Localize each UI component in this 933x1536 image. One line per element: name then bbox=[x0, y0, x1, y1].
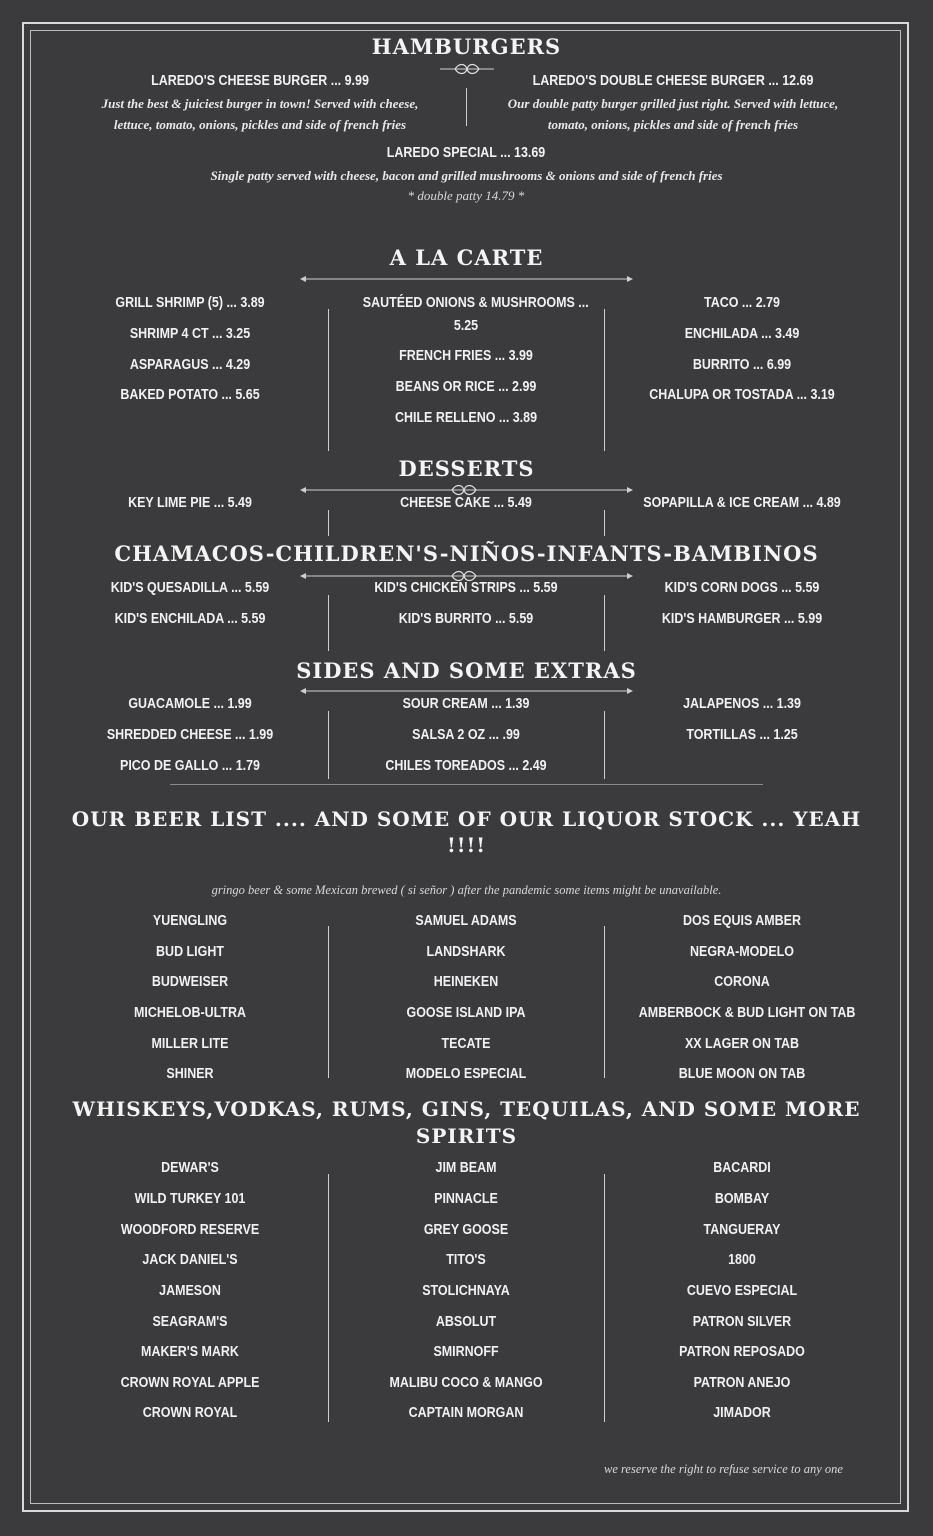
section-title-spirits-line2: SPIRITS bbox=[415, 1124, 518, 1148]
column-divider bbox=[328, 510, 329, 536]
item-description: tomato, onions, pickles and side of french fries bbox=[547, 117, 799, 132]
menu-item: GUACAMOLE ... 1.99 bbox=[128, 696, 252, 712]
spirit-item: PATRON SILVER bbox=[692, 1314, 792, 1330]
menu-item: KID'S ENCHILADA ... 5.59 bbox=[114, 611, 266, 627]
double-patty-note: * double patty 14.79 * bbox=[407, 188, 525, 203]
beer-item: GOOSE ISLAND IPA bbox=[406, 1005, 526, 1021]
menu-item: BAKED POTATO ... 5.65 bbox=[120, 387, 260, 403]
menu-item-cheese-burger: LAREDO'S CHEESE BURGER ... 9.99 bbox=[151, 73, 369, 89]
column-divider bbox=[466, 88, 467, 126]
section-title-desserts: DESSERTS bbox=[398, 456, 535, 481]
spirit-item: WILD TURKEY 101 bbox=[134, 1191, 246, 1207]
beer-item: MICHELOB-ULTRA bbox=[134, 1005, 246, 1021]
spirit-item: TITO'S bbox=[446, 1252, 486, 1268]
spirit-item: JIM BEAM bbox=[435, 1160, 497, 1176]
beer-item: BLUE MOON ON TAB bbox=[678, 1066, 806, 1082]
beer-item: YUENGLING bbox=[152, 913, 228, 929]
column-divider bbox=[604, 711, 605, 779]
spirit-item: PINNACLE bbox=[434, 1191, 498, 1207]
spirit-item: PATRON REPOSADO bbox=[679, 1344, 805, 1360]
column-divider bbox=[328, 595, 329, 651]
column-divider bbox=[328, 1174, 329, 1422]
beer-item: HEINEKEN bbox=[433, 974, 499, 990]
menu-item: PICO DE GALLO ... 1.79 bbox=[120, 758, 260, 774]
beer-item: BUDWEISER bbox=[151, 974, 229, 990]
spirit-item: CAPTAIN MORGAN bbox=[408, 1405, 524, 1421]
column-divider bbox=[604, 595, 605, 651]
beer-item: TECATE bbox=[441, 1036, 491, 1052]
item-description: Just the best & juiciest burger in town! Served with cheese, bbox=[101, 96, 419, 111]
section-title-sides: SIDES AND SOME EXTRAS bbox=[296, 658, 637, 683]
spirit-item: CROWN ROYAL bbox=[142, 1405, 238, 1421]
beer-item: AMBERBOCK & BUD LIGHT ON TAB bbox=[638, 1005, 856, 1021]
menu-item: CHILES TOREADOS ... 2.49 bbox=[385, 758, 547, 774]
menu-item: SHREDDED CHEESE ... 1.99 bbox=[106, 727, 274, 743]
beer-item: SHINER bbox=[166, 1066, 214, 1082]
menu-item: KID'S QUESADILLA ... 5.59 bbox=[110, 580, 270, 596]
beer-item: DOS EQUIS AMBER bbox=[682, 913, 802, 929]
section-title-beer: OUR BEER LIST .... AND SOME OF OUR LIQUOR STOCK ... YEAH bbox=[71, 807, 862, 831]
spirit-item: GREY GOOSE bbox=[423, 1222, 509, 1238]
beer-item: CORONA bbox=[714, 974, 770, 990]
beer-item: MILLER LITE bbox=[151, 1036, 229, 1052]
menu-item: CHALUPA OR TOSTADA ... 3.19 bbox=[649, 387, 835, 403]
menu-item: SOUR CREAM ... 1.39 bbox=[402, 696, 530, 712]
section-title-a-la-carte: A LA CARTE bbox=[389, 245, 544, 270]
menu-item: BURRITO ... 6.99 bbox=[692, 357, 792, 373]
spirit-item: BOMBAY bbox=[714, 1191, 770, 1207]
spirit-item: SEAGRAM'S bbox=[152, 1314, 228, 1330]
spirit-item: 1800 bbox=[728, 1252, 756, 1268]
section-title-beer-exclaim: !!!! bbox=[446, 833, 487, 857]
beer-note: gringo beer & some Mexican brewed ( si señor ) after the pandemic some items might be unavailable. bbox=[211, 883, 722, 897]
spirit-item: ABSOLUT bbox=[435, 1314, 497, 1330]
menu-item: KEY LIME PIE ... 5.49 bbox=[128, 495, 252, 511]
spirit-item: TANGUERAY bbox=[703, 1222, 781, 1238]
spirit-item: JACK DANIEL'S bbox=[142, 1252, 238, 1268]
menu-item-double-cheese-burger: LAREDO'S DOUBLE CHEESE BURGER ... 12.69 bbox=[532, 73, 814, 89]
spirit-item: JAMESON bbox=[159, 1283, 221, 1299]
menu-item: SAUTÉED ONIONS & MUSHROOMS ... bbox=[362, 295, 589, 311]
menu-item: ENCHILADA ... 3.49 bbox=[684, 326, 800, 342]
menu-item: CHILE RELLENO ... 3.89 bbox=[394, 410, 538, 426]
spirit-item: SMIRNOFF bbox=[433, 1344, 499, 1360]
section-title-hamburgers: HAMBURGERS bbox=[371, 34, 562, 59]
ornament-divider bbox=[440, 62, 494, 76]
menu-item: KID'S BURRITO ... 5.59 bbox=[398, 611, 534, 627]
column-divider bbox=[604, 1174, 605, 1422]
menu-item: KID'S HAMBURGER ... 5.99 bbox=[661, 611, 823, 627]
beer-item: XX LAGER ON TAB bbox=[684, 1036, 800, 1052]
beer-item: LANDSHARK bbox=[426, 944, 506, 960]
spirit-item: CROWN ROYAL APPLE bbox=[120, 1375, 260, 1391]
spirit-item: MAKER'S MARK bbox=[141, 1344, 239, 1360]
beer-item: MODELO ESPECIAL bbox=[405, 1066, 527, 1082]
menu-item: ASPARAGUS ... 4.29 bbox=[129, 357, 251, 373]
menu-item: SOPAPILLA & ICE CREAM ... 4.89 bbox=[643, 495, 841, 511]
column-divider bbox=[328, 309, 329, 451]
menu-item: BEANS OR RICE ... 2.99 bbox=[395, 379, 537, 395]
section-divider bbox=[170, 784, 763, 785]
column-divider bbox=[328, 926, 329, 1078]
menu-item: GRILL SHRIMP (5) ... 3.89 bbox=[115, 295, 265, 311]
item-description: Single patty served with cheese, bacon and grilled mushrooms & onions and side of french fries bbox=[210, 168, 723, 183]
column-divider bbox=[604, 510, 605, 536]
beer-item: BUD LIGHT bbox=[156, 944, 224, 960]
column-divider bbox=[328, 711, 329, 779]
footer-note: we reserve the right to refuse service to any one bbox=[604, 1462, 843, 1476]
menu-item: FRENCH FRIES ... 3.99 bbox=[399, 348, 533, 364]
menu-item: KID'S CHICKEN STRIPS ... 5.59 bbox=[374, 580, 558, 596]
menu-item-price: 5.25 bbox=[453, 318, 479, 334]
menu-item: KID'S CORN DOGS ... 5.59 bbox=[664, 580, 820, 596]
item-description: Our double patty burger grilled just right. Served with lettuce, bbox=[507, 96, 839, 111]
spirit-item: STOLICHNAYA bbox=[422, 1283, 510, 1299]
section-title-spirits: WHISKEYS,VODKAS, RUMS, GINS, TEQUILAS, AND SOME MORE bbox=[72, 1097, 861, 1121]
column-divider bbox=[604, 926, 605, 1078]
menu-item: CHEESE CAKE ... 5.49 bbox=[400, 495, 532, 511]
item-description: lettuce, tomato, onions, pickles and side of french fries bbox=[113, 117, 407, 132]
spirit-item: MALIBU COCO & MANGO bbox=[389, 1375, 543, 1391]
spirit-item: CUEVO ESPECIAL bbox=[686, 1283, 798, 1299]
menu-item: SHRIMP 4 CT ... 3.25 bbox=[129, 326, 251, 342]
spirit-item: DEWAR'S bbox=[161, 1160, 219, 1176]
menu-item: SALSA 2 OZ ... .99 bbox=[412, 727, 520, 743]
menu-item: TACO ... 2.79 bbox=[703, 295, 781, 311]
section-title-kids: CHAMACOS-CHILDREN'S-NIÑOS-INFANTS-BAMBINOS bbox=[114, 541, 819, 566]
menu-item: JALAPENOS ... 1.39 bbox=[683, 696, 801, 712]
spirit-item: BACARDI bbox=[713, 1160, 771, 1176]
spirit-item: WOODFORD RESERVE bbox=[120, 1222, 260, 1238]
menu-item-laredo-special: LAREDO SPECIAL ... 13.69 bbox=[386, 145, 546, 161]
beer-item: SAMUEL ADAMS bbox=[415, 913, 517, 929]
arrow-divider bbox=[300, 273, 633, 285]
spirit-item: JIMADOR bbox=[713, 1405, 771, 1421]
column-divider bbox=[604, 309, 605, 451]
spirit-item: PATRON ANEJO bbox=[693, 1375, 791, 1391]
beer-item: NEGRA-MODELO bbox=[690, 944, 794, 960]
menu-item: TORTILLAS ... 1.25 bbox=[686, 727, 798, 743]
